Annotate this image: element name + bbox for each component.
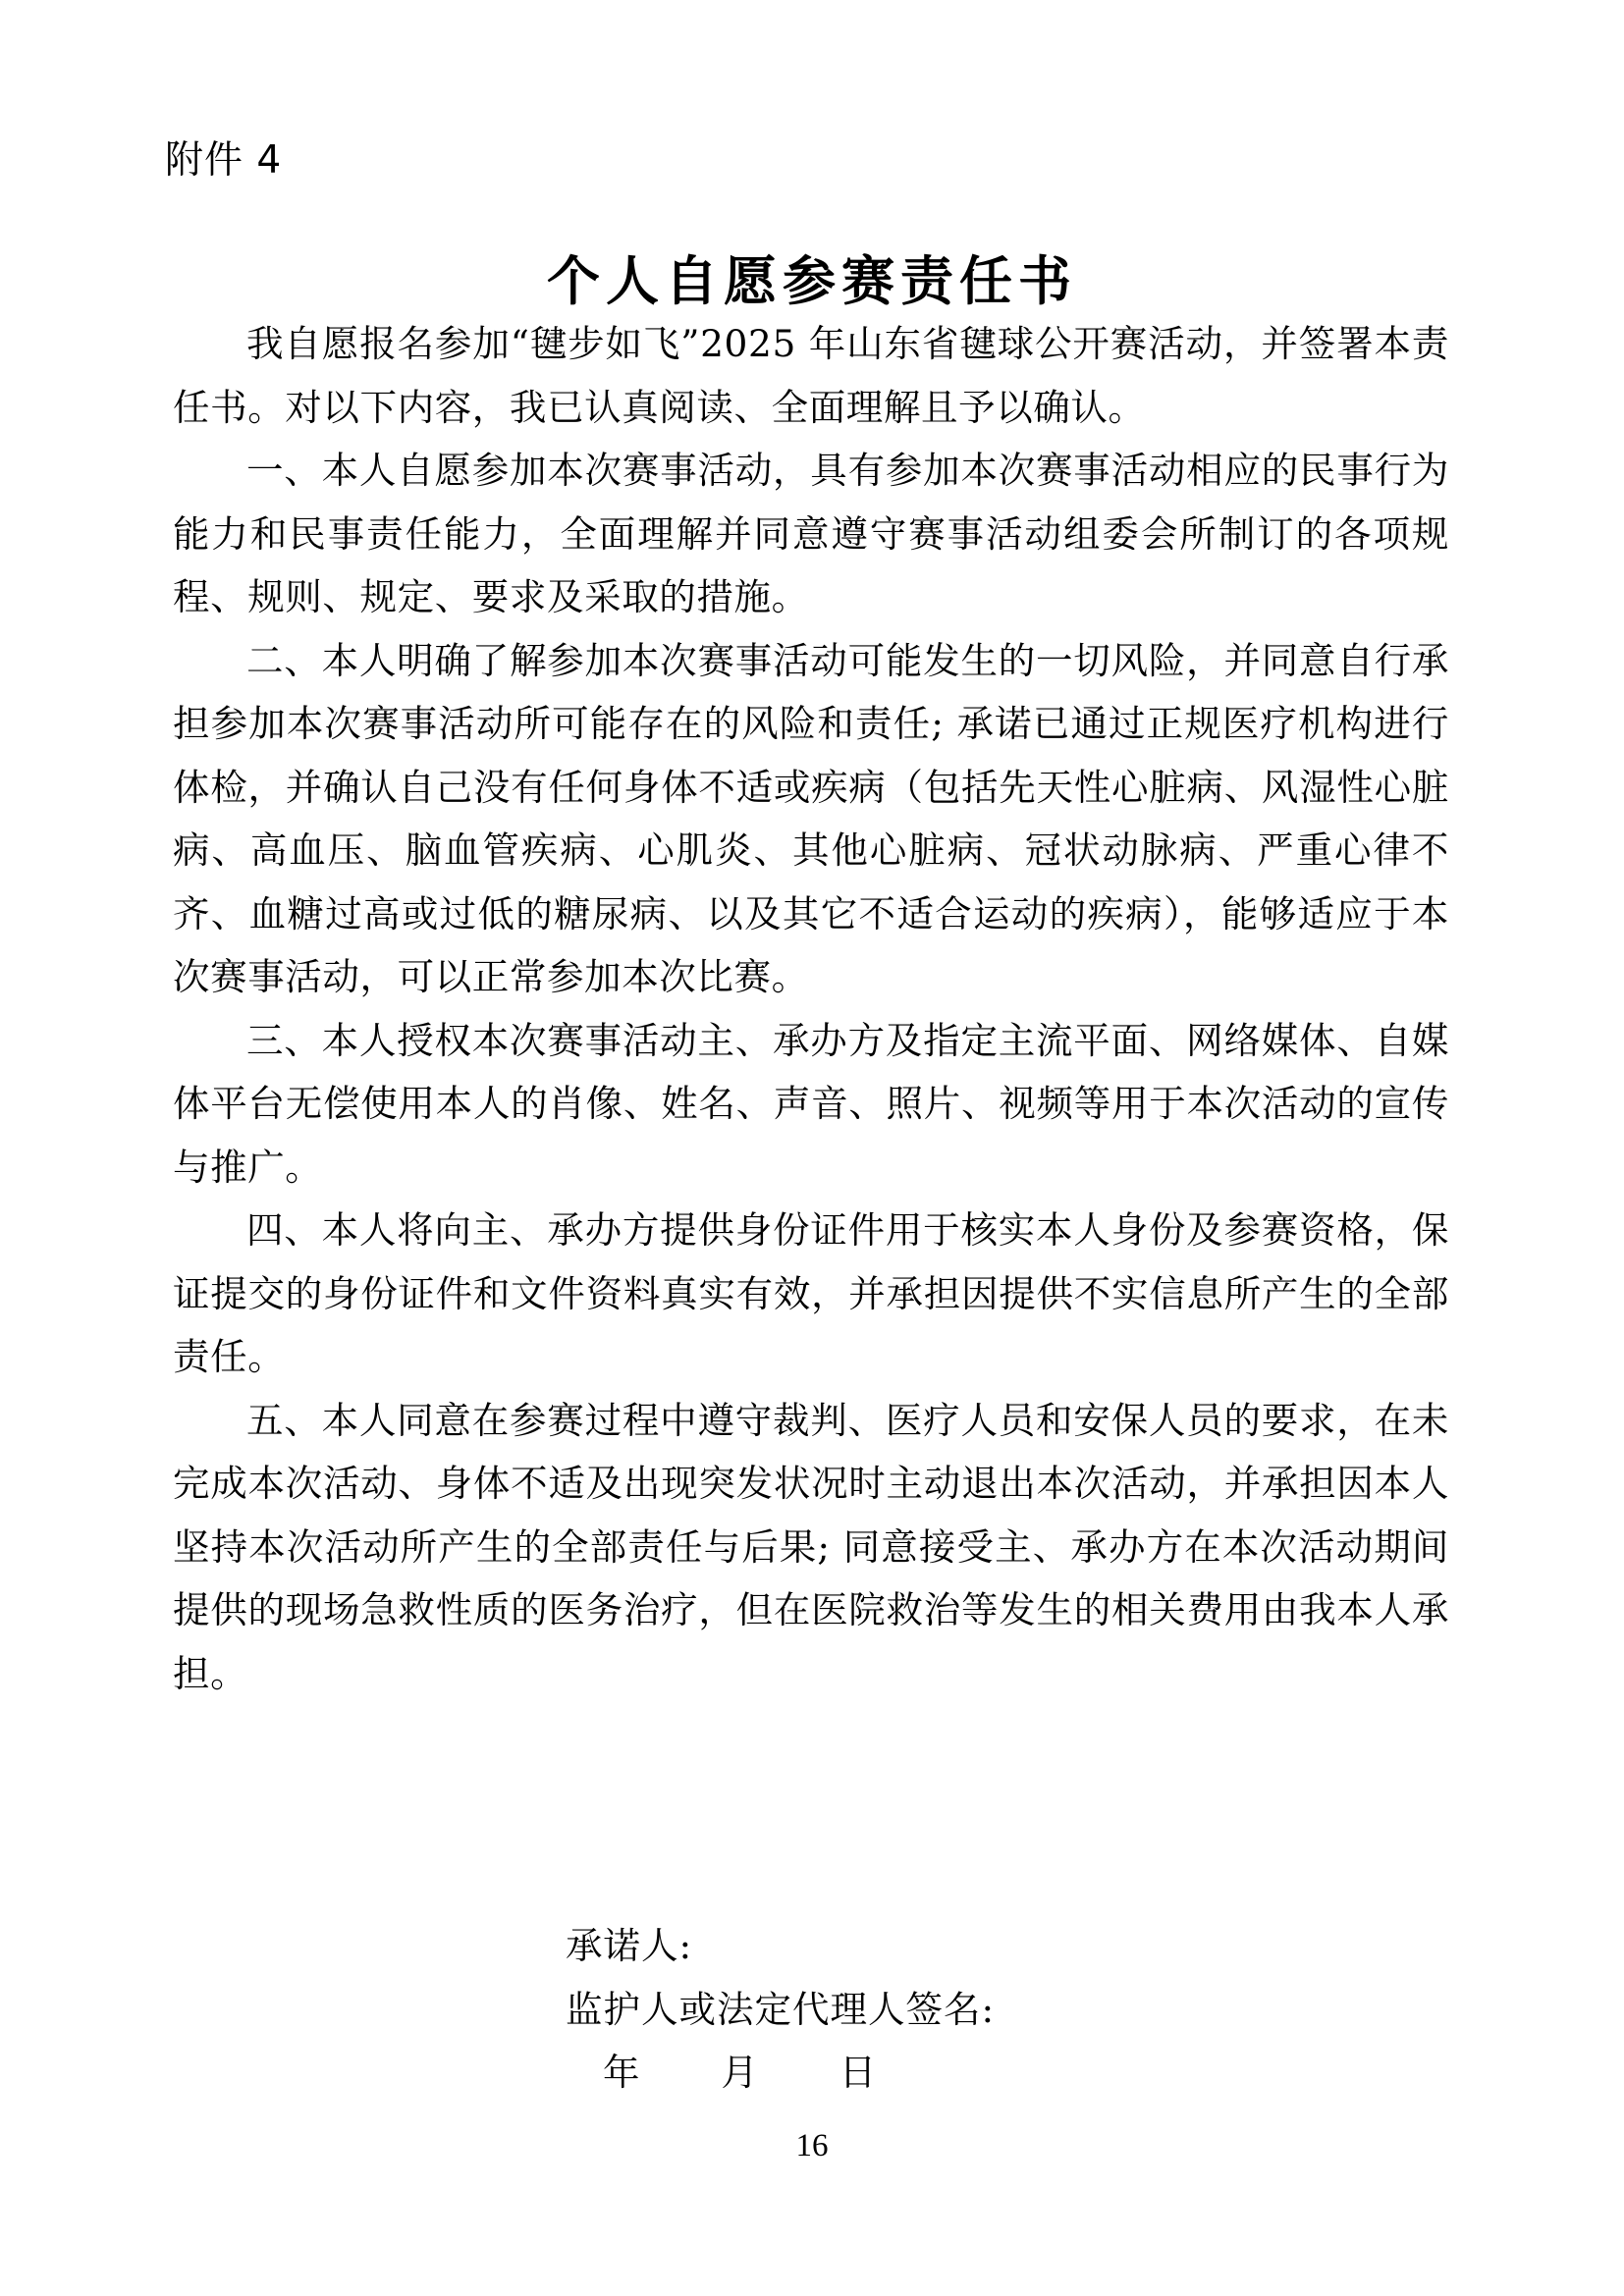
guardian-signature-label: 监护人或法定代理人签名: — [566, 1987, 996, 2031]
body-paragraph-item-1: 一、本人自愿参加本次赛事活动，具有参加本次赛事活动相应的民事行为能力和民事责任能力，全面理解并同意遵守赛事活动组委会所制订的各项规程、规则、规定、要求及采取的措施。 — [173, 449, 1449, 618]
attachment-label: 附件 4 — [165, 138, 283, 183]
page-number: 16 — [795, 2128, 829, 2163]
body-paragraph-item-3: 三、本人授权本次赛事活动主、承办方及指定主流平面、网络媒体、自媒体平台无偿使用本人的肖像、姓名、声音、照片、视频等用于本次活动的宣传与推广。 — [173, 1018, 1449, 1189]
body-paragraph-item-4: 四、本人将向主、承办方提供身份证件用于核实本人身份及参赛资格，保证提交的身份证件和文件资料真实有效，并承担因提供不实信息所产生的全部责任。 — [173, 1208, 1449, 1378]
page-title: 个人自愿参赛责任书 — [547, 249, 1077, 313]
date-month-label: 月 — [721, 2051, 759, 2094]
signature-block — [0, 1914, 1624, 2105]
signature-date-line — [0, 2041, 1624, 2105]
body-paragraph-item-5: 五、本人同意在参赛过程中遵守裁判、医疗人员和安保人员的要求，在未完成本次活动、身体不适及出现突发状况时主动退出本次活动，并承担因本人坚持本次活动所产生的全部责任与后果; 同意接受主、承办方在本次活动期间提供的现场急救性质的医务治疗，但在医院救治等发生的相关费用由我本人承担。 — [173, 1398, 1449, 1695]
promisor-signature-label: 承诺人: — [566, 1924, 693, 1967]
date-day-label: 日 — [839, 2051, 878, 2094]
date-year-label: 年 — [603, 2051, 641, 2094]
body-paragraph-intro: 我自愿报名参加“毽步如飞”2025 年山东省毽球公开赛活动，并签署本责任书。对以下内容，我已认真阅读、全面理解且予以确认。 — [173, 322, 1449, 429]
document-body — [173, 312, 1449, 1705]
body-paragraph-item-2: 二、本人明确了解参加本次赛事活动可能发生的一切风险，并同意自行承担参加本次赛事活动所可能存在的风险和责任; 承诺已通过正规医疗机构进行体检，并确认自己没有任何身体不适或疾病（包括先天性心脏病、风湿性心脏病、高血压、脑血管疾病、心肌炎、其他心脏病、冠状动脉病、严重心律不齐、血糖过高或过低的糖尿病、以及其它不适合运动的疾病），能够适应于本次赛事活动，可以正常参加本次比赛。 — [173, 638, 1449, 998]
